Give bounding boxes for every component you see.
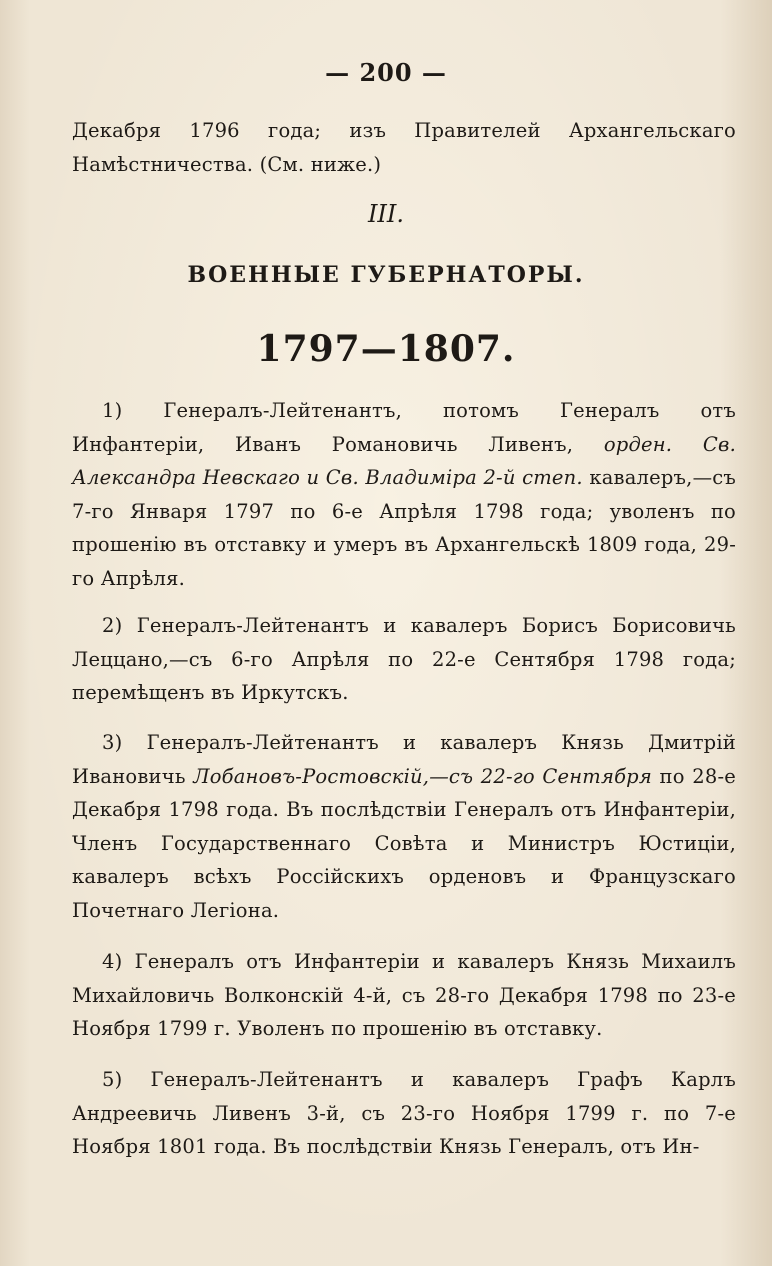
entry-2-text: 2) Генералъ-Лейтенантъ и кавалеръ Борисъ Борисовичь Леццано,—съ 6-го Апрѣля по 22-е Сентября 1798 года; перемѣщенъ въ Иркутскъ. (72, 614, 736, 704)
entry-3-tail: по 28-е Декабря 1798 года. Въ послѣдствіи Генералъ отъ Инфантеріи, Членъ Государственнаго Совѣта и Министръ Юстиціи, кавалеръ всѣхъ Россійскихъ орденовъ и Французскаго Почетнаго Легіона. (72, 764, 736, 922)
entry-3-text: 3) Генералъ-Лейтенантъ и кавалеръ Князь Дмитрій Ивановичь (72, 731, 736, 788)
section-years: 1797—1807. (256, 328, 516, 370)
entry-paragraph-2 (72, 609, 736, 710)
entry-1-tail: кавалеръ,—съ 7-го Января 1797 по 6-е Апрѣля 1798 года; уволенъ по прошенію въ отставку и умеръ въ Архангельскѣ 1809 года, 29-го Апрѣля. (72, 466, 736, 590)
intro-paragraph: Декабря 1796 года; изъ Правителей Архангельскаго Намѣстничества. (См. ниже.) (72, 119, 736, 176)
entry-1-text: 1) Генералъ-Лейтенантъ, потомъ Генералъ отъ Инфантеріи, Иванъ Романовичь Ливенъ, (72, 399, 736, 456)
entry-paragraph-5 (72, 1063, 736, 1164)
section-title: ВОЕННЫЕ ГУБЕРНАТОРЫ. (187, 262, 585, 288)
entry-3-name-italic: Лобановъ-Ростовскій,—съ 22-го Сентября (193, 764, 652, 788)
entry-4-text: 4) Генералъ отъ Инфантеріи и кавалеръ Князь Михаилъ Михайловичь Волконскій 4-й, съ 28-го Декабря 1798 по 23-е Ноября 1799 г. Уволенъ по прошенію въ отставку. (72, 950, 736, 1040)
entry-paragraph-3 (72, 726, 736, 927)
entry-paragraph-4 (72, 945, 736, 1046)
entry-1-orders: орден. Св. Александра Невскаго и Св. Владиміра 2-й степ. (72, 432, 736, 489)
entry-5-text: 5) Генералъ-Лейтенантъ и кавалеръ Графъ Карлъ Андреевичь Ливенъ 3-й, съ 23-го Ноября 1799 г. по 7-е Ноября 1801 года. Въ послѣдствіи Князь Генералъ, отъ Ин- (72, 1068, 736, 1158)
entry-paragraph-1 (72, 394, 736, 595)
page-number: — 200 — (325, 58, 447, 87)
section-number: III. (367, 200, 405, 228)
